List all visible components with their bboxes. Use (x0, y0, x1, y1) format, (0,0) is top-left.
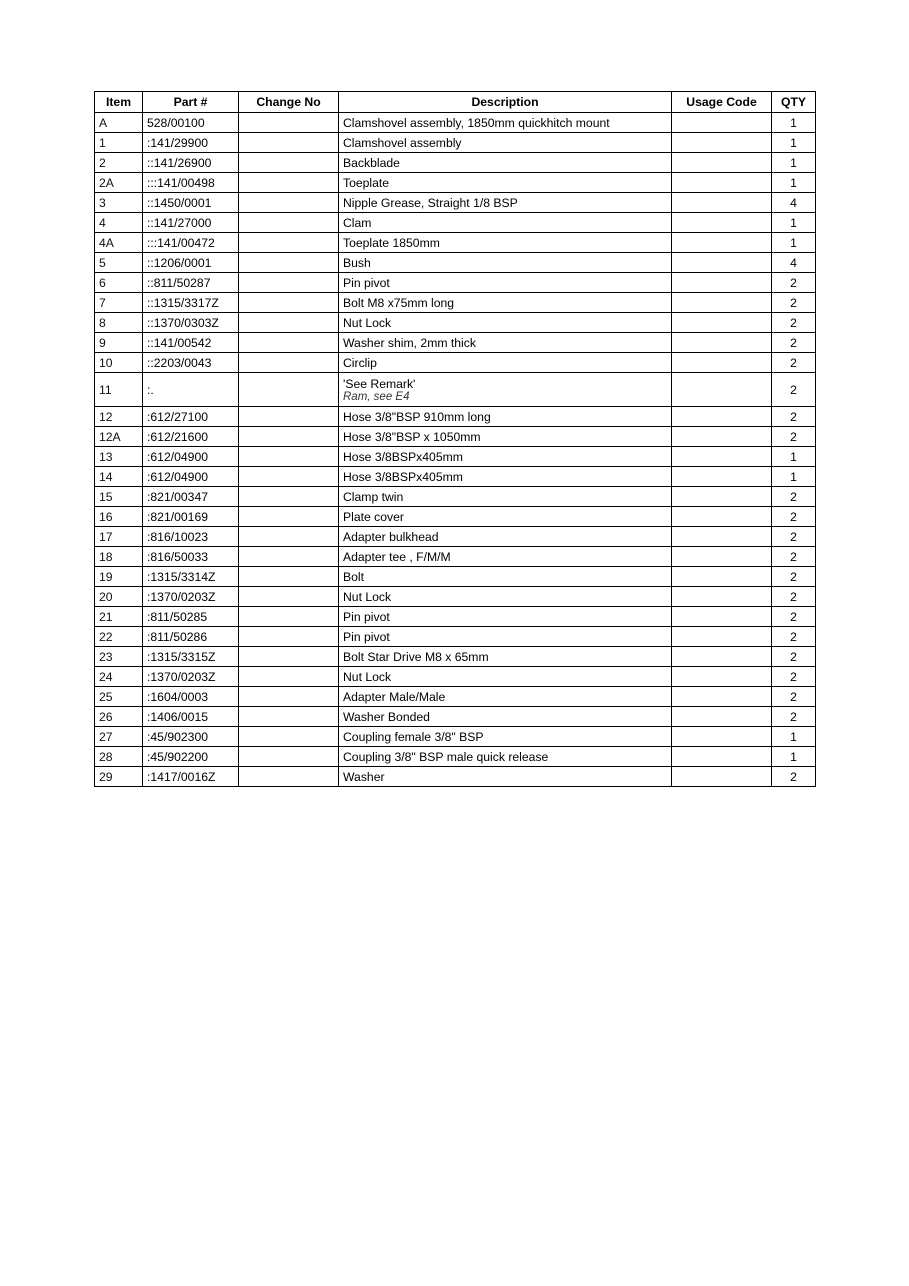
table-row (95, 353, 816, 373)
row-item-number: 27 (95, 727, 143, 747)
row-part-number: :816/50033 (143, 547, 239, 567)
row-description: Hose 3/8"BSP x 1050mm (339, 427, 672, 447)
row-description: Bolt M8 x75mm long (339, 293, 672, 313)
header-description: Description (339, 92, 672, 113)
header-part-number: Part # (143, 92, 239, 113)
row-description: Clamshovel assembly, 1850mm quickhitch mount (339, 113, 672, 133)
row-change-no (239, 353, 339, 373)
row-change-no (239, 253, 339, 273)
table-row (95, 767, 816, 787)
row-qty: 1 (772, 213, 816, 233)
row-part-number: :1370/0203Z (143, 587, 239, 607)
row-item-number: 12A (95, 427, 143, 447)
parts-table-body (95, 113, 816, 787)
row-qty: 2 (772, 427, 816, 447)
row-change-no (239, 547, 339, 567)
row-qty: 2 (772, 353, 816, 373)
row-item-number: 5 (95, 253, 143, 273)
row-usage-code (672, 587, 772, 607)
table-row (95, 507, 816, 527)
row-change-no (239, 153, 339, 173)
row-usage-code (672, 487, 772, 507)
table-row (95, 627, 816, 647)
table-row (95, 373, 816, 407)
row-qty: 1 (772, 153, 816, 173)
table-row (95, 467, 816, 487)
row-qty: 1 (772, 173, 816, 193)
row-part-number: :1417/0016Z (143, 767, 239, 787)
table-row (95, 487, 816, 507)
row-change-no (239, 507, 339, 527)
row-qty: 2 (772, 707, 816, 727)
row-usage-code (672, 273, 772, 293)
row-usage-code (672, 547, 772, 567)
row-usage-code (672, 153, 772, 173)
row-description: Hose 3/8BSPx405mm (339, 447, 672, 467)
row-change-no (239, 687, 339, 707)
row-change-no (239, 567, 339, 587)
row-item-number: 4 (95, 213, 143, 233)
row-part-number: :811/50285 (143, 607, 239, 627)
row-description: Bolt Star Drive M8 x 65mm (339, 647, 672, 667)
parts-table (94, 91, 816, 787)
row-qty: 1 (772, 467, 816, 487)
row-part-number: ::1315/3317Z (143, 293, 239, 313)
table-row (95, 547, 816, 567)
row-usage-code (672, 427, 772, 447)
table-row (95, 153, 816, 173)
row-item-number: 17 (95, 527, 143, 547)
row-part-number: 528/00100 (143, 113, 239, 133)
row-qty: 2 (772, 313, 816, 333)
row-usage-code (672, 407, 772, 427)
row-qty: 4 (772, 193, 816, 213)
row-description: Washer shim, 2mm thick (339, 333, 672, 353)
row-description: Pin pivot (339, 627, 672, 647)
row-part-number: ::2203/0043 (143, 353, 239, 373)
row-change-no (239, 647, 339, 667)
row-description: Coupling female 3/8" BSP (339, 727, 672, 747)
row-item-number: 2A (95, 173, 143, 193)
row-change-no (239, 527, 339, 547)
row-item-number: 24 (95, 667, 143, 687)
row-qty: 2 (772, 407, 816, 427)
table-row (95, 687, 816, 707)
row-qty: 2 (772, 567, 816, 587)
table-row (95, 253, 816, 273)
row-qty: 2 (772, 527, 816, 547)
table-row (95, 313, 816, 333)
row-part-number: :821/00347 (143, 487, 239, 507)
row-usage-code (672, 293, 772, 313)
row-part-number: ::141/27000 (143, 213, 239, 233)
row-part-number: :45/902200 (143, 747, 239, 767)
row-change-no (239, 587, 339, 607)
row-part-number: :. (143, 373, 239, 407)
row-part-number: :141/29900 (143, 133, 239, 153)
row-item-number: 8 (95, 313, 143, 333)
row-usage-code (672, 767, 772, 787)
row-part-number: :1370/0203Z (143, 667, 239, 687)
table-row (95, 133, 816, 153)
row-part-number: ::141/00542 (143, 333, 239, 353)
row-part-number: :1315/3315Z (143, 647, 239, 667)
row-description: Coupling 3/8" BSP male quick release (339, 747, 672, 767)
table-row (95, 607, 816, 627)
row-description: Circlip (339, 353, 672, 373)
row-part-number: :1406/0015 (143, 707, 239, 727)
row-item-number: 13 (95, 447, 143, 467)
row-part-number: ::1370/0303Z (143, 313, 239, 333)
row-description: Washer (339, 767, 672, 787)
table-row (95, 193, 816, 213)
row-usage-code (672, 527, 772, 547)
row-part-number: :612/04900 (143, 447, 239, 467)
row-qty: 1 (772, 233, 816, 253)
row-qty: 1 (772, 747, 816, 767)
row-change-no (239, 407, 339, 427)
row-qty: 2 (772, 273, 816, 293)
row-description: Backblade (339, 153, 672, 173)
row-change-no (239, 667, 339, 687)
row-part-number: :612/04900 (143, 467, 239, 487)
row-part-number: :1315/3314Z (143, 567, 239, 587)
header-change-no: Change No (239, 92, 339, 113)
row-part-number: :612/21600 (143, 427, 239, 447)
row-item-number: 3 (95, 193, 143, 213)
row-part-number: :612/27100 (143, 407, 239, 427)
header-item: Item (95, 92, 143, 113)
parts-list-sheet (94, 91, 815, 787)
row-qty: 1 (772, 447, 816, 467)
row-description: Bolt (339, 567, 672, 587)
row-usage-code (672, 647, 772, 667)
table-row (95, 527, 816, 547)
table-row (95, 707, 816, 727)
row-part-number: :821/00169 (143, 507, 239, 527)
row-part-number: :45/902300 (143, 727, 239, 747)
row-item-number: 20 (95, 587, 143, 607)
table-row (95, 647, 816, 667)
row-change-no (239, 447, 339, 467)
row-part-number: :::141/00498 (143, 173, 239, 193)
table-row (95, 233, 816, 253)
row-qty: 2 (772, 627, 816, 647)
row-change-no (239, 193, 339, 213)
row-part-number: ::141/26900 (143, 153, 239, 173)
table-row (95, 173, 816, 193)
table-row (95, 293, 816, 313)
row-qty: 2 (772, 293, 816, 313)
row-usage-code (672, 313, 772, 333)
row-usage-code (672, 567, 772, 587)
row-item-number: 26 (95, 707, 143, 727)
row-usage-code (672, 113, 772, 133)
table-row (95, 567, 816, 587)
row-item-number: 12 (95, 407, 143, 427)
row-usage-code (672, 373, 772, 407)
table-row (95, 113, 816, 133)
table-row (95, 273, 816, 293)
row-qty: 2 (772, 607, 816, 627)
row-item-number: 19 (95, 567, 143, 587)
row-item-number: 18 (95, 547, 143, 567)
row-usage-code (672, 607, 772, 627)
row-change-no (239, 487, 339, 507)
table-row (95, 667, 816, 687)
row-usage-code (672, 667, 772, 687)
row-part-number: :::141/00472 (143, 233, 239, 253)
row-item-number: 6 (95, 273, 143, 293)
row-part-number: :816/10023 (143, 527, 239, 547)
row-change-no (239, 313, 339, 333)
header-qty: QTY (772, 92, 816, 113)
row-qty: 2 (772, 767, 816, 787)
row-qty: 2 (772, 687, 816, 707)
row-description: Adapter bulkhead (339, 527, 672, 547)
row-description: Hose 3/8"BSP 910mm long (339, 407, 672, 427)
row-qty: 2 (772, 373, 816, 407)
table-row (95, 747, 816, 767)
row-description: Toeplate (339, 173, 672, 193)
row-part-number: ::811/50287 (143, 273, 239, 293)
row-item-number: 28 (95, 747, 143, 767)
row-usage-code (672, 353, 772, 373)
row-description: Toeplate 1850mm (339, 233, 672, 253)
table-row (95, 213, 816, 233)
row-item-number: 10 (95, 353, 143, 373)
row-item-number: 22 (95, 627, 143, 647)
row-item-number: 25 (95, 687, 143, 707)
row-usage-code (672, 467, 772, 487)
row-usage-code (672, 133, 772, 153)
row-item-number: 4A (95, 233, 143, 253)
row-change-no (239, 173, 339, 193)
row-item-number: 14 (95, 467, 143, 487)
row-change-no (239, 233, 339, 253)
row-change-no (239, 213, 339, 233)
parts-table-header (95, 92, 816, 113)
row-change-no (239, 747, 339, 767)
row-usage-code (672, 173, 772, 193)
row-description: Pin pivot (339, 273, 672, 293)
row-qty: 4 (772, 253, 816, 273)
row-usage-code (672, 507, 772, 527)
table-row (95, 587, 816, 607)
row-description: Nipple Grease, Straight 1/8 BSP (339, 193, 672, 213)
row-change-no (239, 333, 339, 353)
row-item-number: 29 (95, 767, 143, 787)
row-change-no (239, 427, 339, 447)
row-qty: 2 (772, 647, 816, 667)
row-item-number: 2 (95, 153, 143, 173)
row-change-no (239, 133, 339, 153)
row-change-no (239, 113, 339, 133)
row-qty: 2 (772, 547, 816, 567)
row-description-text: 'See Remark' (343, 376, 416, 391)
row-description: Adapter tee , F/M/M (339, 547, 672, 567)
table-row (95, 447, 816, 467)
row-change-no (239, 627, 339, 647)
table-row (95, 727, 816, 747)
row-item-number: A (95, 113, 143, 133)
row-usage-code (672, 727, 772, 747)
row-part-number: ::1450/0001 (143, 193, 239, 213)
table-row (95, 407, 816, 427)
row-description: Nut Lock (339, 313, 672, 333)
header-usage-code: Usage Code (672, 92, 772, 113)
table-row (95, 427, 816, 447)
row-description: Pin pivot (339, 607, 672, 627)
row-item-number: 11 (95, 373, 143, 407)
row-item-number: 15 (95, 487, 143, 507)
row-usage-code (672, 233, 772, 253)
row-description: Bush (339, 253, 672, 273)
row-usage-code (672, 193, 772, 213)
row-change-no (239, 293, 339, 313)
row-item-number: 1 (95, 133, 143, 153)
row-usage-code (672, 687, 772, 707)
row-usage-code (672, 253, 772, 273)
row-usage-code (672, 213, 772, 233)
row-qty: 1 (772, 133, 816, 153)
row-qty: 2 (772, 487, 816, 507)
row-item-number: 23 (95, 647, 143, 667)
row-usage-code (672, 447, 772, 467)
row-item-number: 16 (95, 507, 143, 527)
row-description (339, 373, 672, 407)
row-description: Adapter Male/Male (339, 687, 672, 707)
table-row (95, 333, 816, 353)
row-change-no (239, 373, 339, 407)
row-item-number: 9 (95, 333, 143, 353)
row-usage-code (672, 747, 772, 767)
row-usage-code (672, 707, 772, 727)
row-description: Clam (339, 213, 672, 233)
row-change-no (239, 727, 339, 747)
row-part-number: :1604/0003 (143, 687, 239, 707)
row-change-no (239, 767, 339, 787)
row-item-number: 7 (95, 293, 143, 313)
row-qty: 2 (772, 587, 816, 607)
row-description: Hose 3/8BSPx405mm (339, 467, 672, 487)
row-change-no (239, 273, 339, 293)
row-remark-text: Ram, see E4 (343, 390, 410, 403)
row-qty: 1 (772, 113, 816, 133)
row-usage-code (672, 333, 772, 353)
row-change-no (239, 467, 339, 487)
row-part-number: :811/50286 (143, 627, 239, 647)
row-part-number: ::1206/0001 (143, 253, 239, 273)
row-description: Washer Bonded (339, 707, 672, 727)
header-row (95, 92, 816, 113)
row-change-no (239, 707, 339, 727)
row-qty: 2 (772, 507, 816, 527)
row-description: Clamp twin (339, 487, 672, 507)
row-description: Nut Lock (339, 667, 672, 687)
row-description: Clamshovel assembly (339, 133, 672, 153)
row-description: Nut Lock (339, 587, 672, 607)
row-qty: 1 (772, 727, 816, 747)
row-change-no (239, 607, 339, 627)
row-item-number: 21 (95, 607, 143, 627)
row-usage-code (672, 627, 772, 647)
row-qty: 2 (772, 667, 816, 687)
row-qty: 2 (772, 333, 816, 353)
row-description: Plate cover (339, 507, 672, 527)
